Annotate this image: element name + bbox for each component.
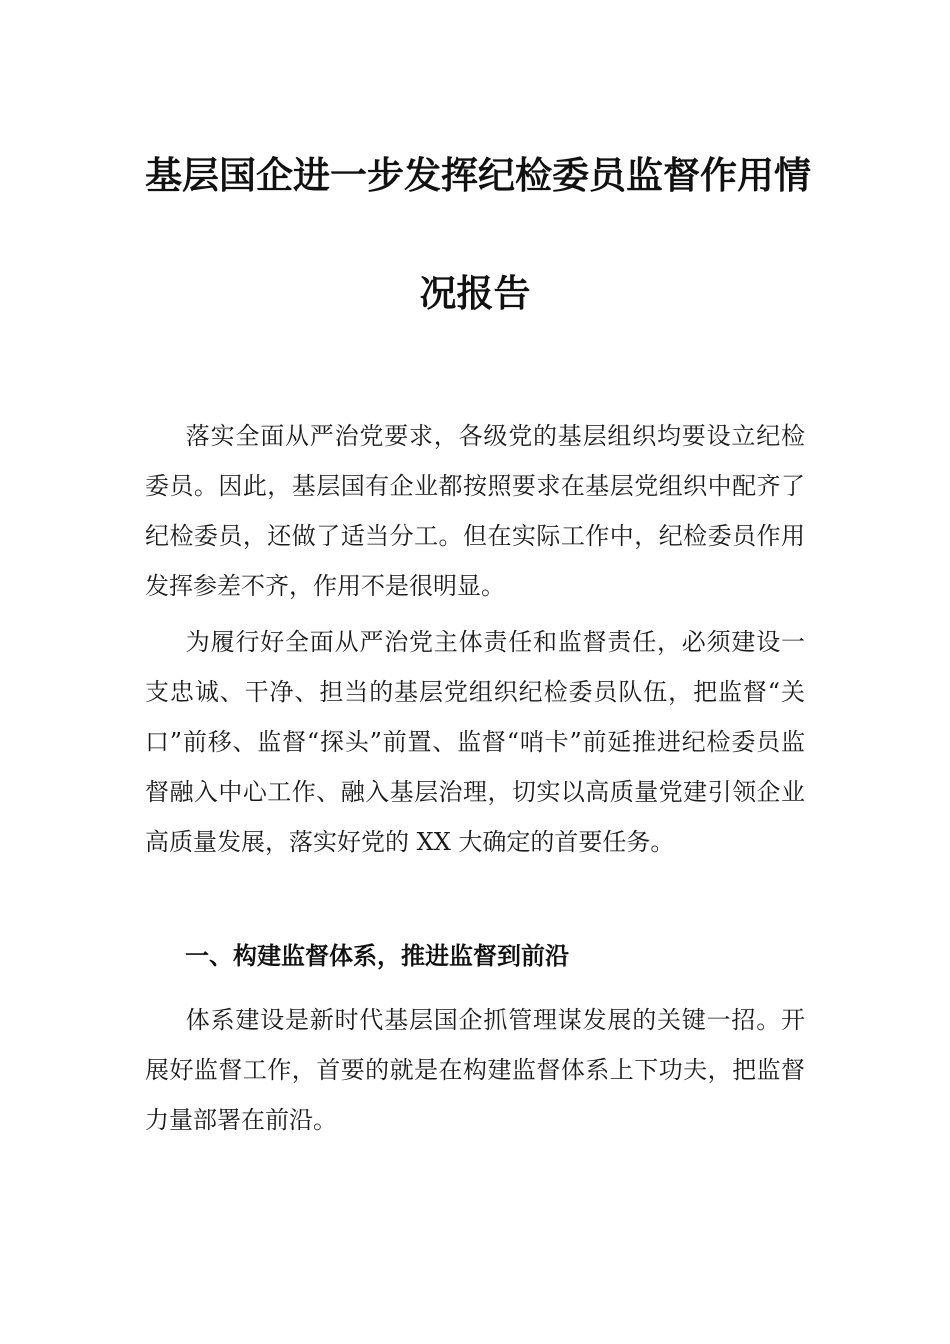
paragraph-2 [145, 617, 805, 867]
section-paragraph [145, 995, 805, 1145]
paragraph-1-text: 落实全面从严治党要求，各级党的基层组织均要设立纪检委员。因此，基层国有企业都按照要求在基层党组织中配齐了纪检委员，还做了适当分工。但在实际工作中，纪检委员作用发挥参差不齐，作用不是很明显。 [145, 422, 805, 600]
document-title-line-2: 况报告 [419, 272, 531, 315]
document-title-line-1: 基层国企进一步发挥纪检委员监督作用情 [145, 154, 811, 197]
section-paragraph-text: 体系建设是新时代基层国企抓管理谋发展的关键一招。开展好监督工作，首要的就是在构建监督体系上下功夫，把监督力量部署在前沿。 [145, 1006, 805, 1134]
section-heading: 一、构建监督体系，推进监督到前沿 [185, 942, 569, 970]
paragraph-2-text: 为履行好全面从严治党主体责任和监督责任，必须建设一支忠诚、干净、担当的基层党组织纪检委员队伍，把监督“关口”前移、监督“探头”前置、监督“哨卡”前延推进纪检委员监督融入中心工作、融入基层治理，切实以高质量党建引领企业高质量发展，落实好党的 XX 大确定的首要任务。 [145, 628, 805, 856]
paragraph-1 [145, 411, 805, 611]
